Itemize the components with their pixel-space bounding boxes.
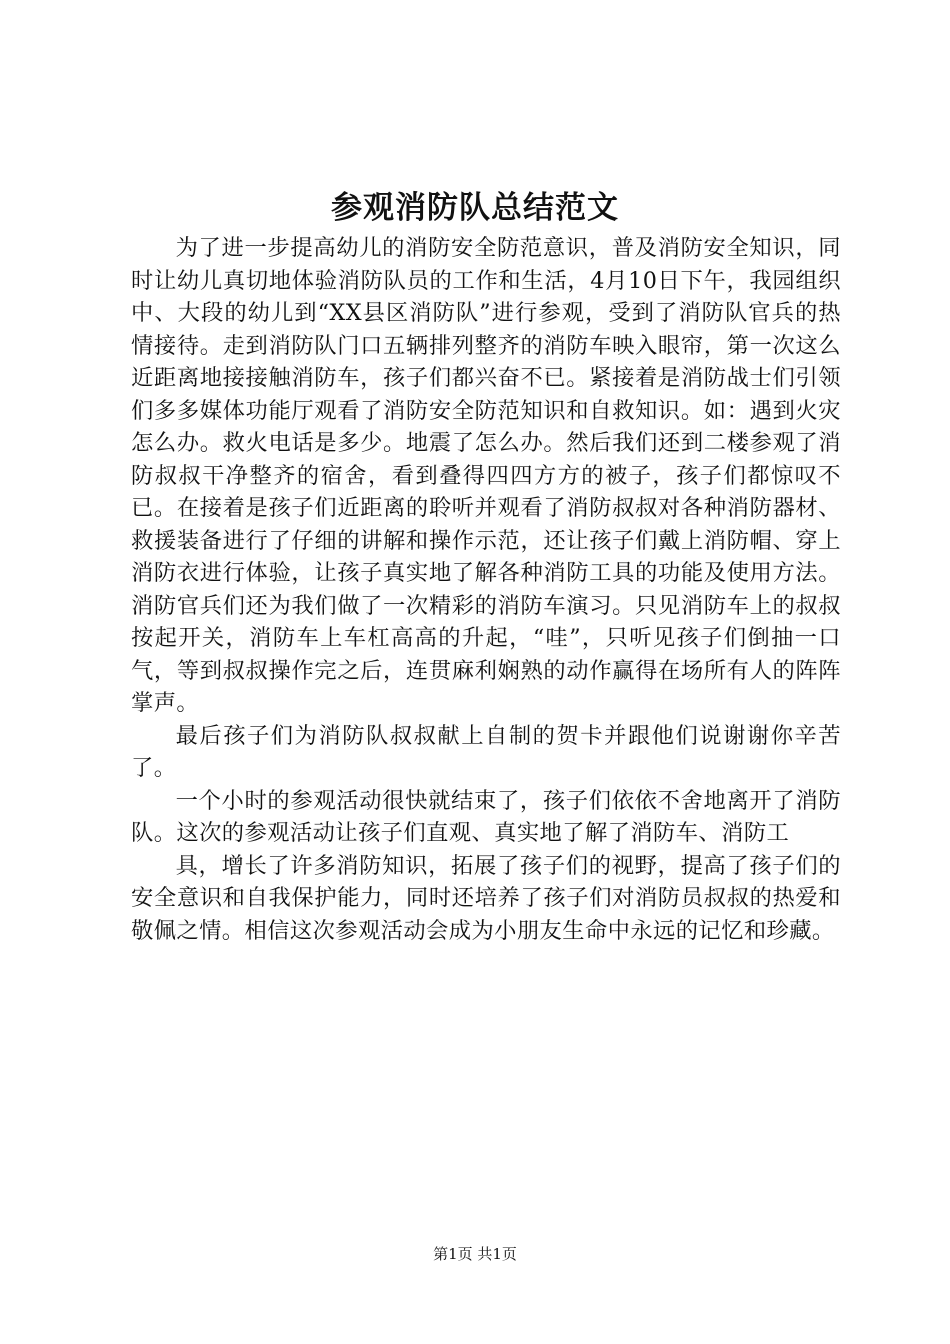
page-footer: 第1页 共1页 bbox=[433, 1245, 517, 1263]
paragraph-1: 为了进一步提高幼儿的消防安全防范意识，普及消防安全知识，同时让幼儿真切地体验消防队员的工作和生活，4月10日下午，我园组织中、大段的幼儿到“XX县区消防队”进行参观，受到了消防队官兵的热情接待。走到消防队门口五辆排列整齐的消防车映入眼帘，第一次这么近距离地接接触消防车，孩子们都兴奋不已。紧接着是消防战士们引领们多多媒体功能厅观看了消防安全防范知识和自救知识。如：遇到火灾怎么办。救火电话是多少。地震了怎么办。然后我们还到二楼参观了消防叔叔干净整齐的宿舍，看到叠得四四方方的被子，孩子们都惊叹不已。在接着是孩子们近距离的聆听并观看了消防叔叔对各种消防器材、救援装备进行了仔细的讲解和操作示范，还让孩子们戴上消防帽、穿上消防衣进行体验，让孩子真实地了解各种消防工具的功能及使用方法。消防官兵们还为我们做了一次精彩的消防车演习。只见消防车上的叔叔按起开关，消防车上车杠高高的升起，“哇”，只听见孩子们倒抽一口气，等到叔叔操作完之后，连贯麻利娴熟的动作赢得在场所有人的阵阵掌声。 bbox=[131, 235, 841, 716]
document-title: 参观消防队总结范文 bbox=[331, 190, 619, 226]
document-body bbox=[131, 232, 841, 947]
paragraph-4: 具，增长了许多消防知识，拓展了孩子们的视野，提高了孩子们的安全意识和自我保护能力，同时还培养了孩子们对消防员叔叔的热爱和敬佩之情。相信这次参观活动会成为小朋友生命中永远的记忆和珍藏。 bbox=[131, 852, 841, 944]
paragraph-2: 最后孩子们为消防队叔叔献上自制的贺卡并跟他们说谢谢你辛苦了。 bbox=[131, 722, 841, 781]
paragraph-3: 一个小时的参观活动很快就结束了，孩子们依依不舍地离开了消防队。这次的参观活动让孩子们直观、真实地了解了消防车、消防工 bbox=[131, 787, 841, 846]
